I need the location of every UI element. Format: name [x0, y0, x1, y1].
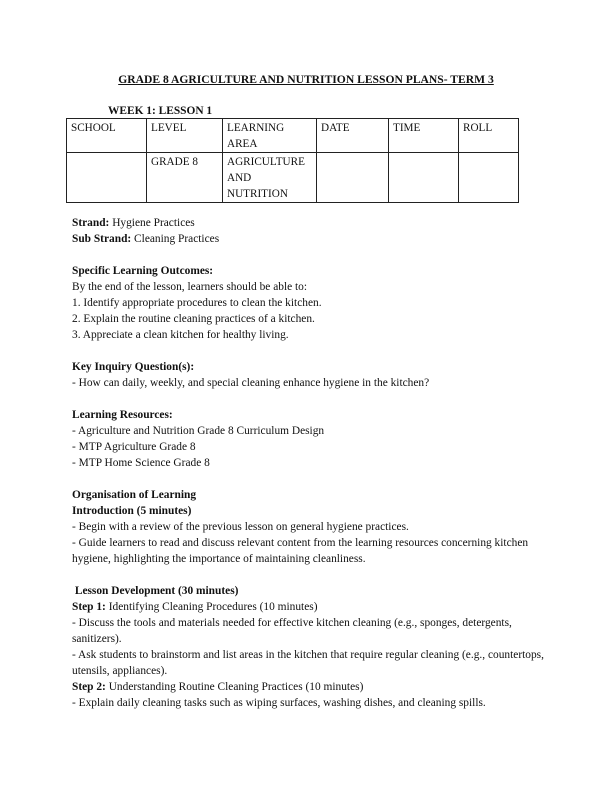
resource-item: - MTP Home Science Grade 8	[72, 457, 210, 469]
strand-value: Hygiene Practices	[109, 217, 195, 229]
lesson-body	[72, 215, 552, 711]
header-learning-area: LEARNING AREA	[223, 119, 317, 153]
organisation-heading: Organisation of Learning	[72, 489, 197, 501]
header-roll: ROLL	[459, 119, 519, 153]
step1-item: - Discuss the tools and materials needed for effective kitchen cleaning (e.g., sponges, detergents, sanitizers).	[72, 617, 512, 645]
sub-strand-label: Sub Strand:	[72, 233, 132, 245]
resource-item: - Agriculture and Nutrition Grade 8 Curriculum Design	[72, 425, 325, 437]
lesson-info-table	[66, 118, 519, 203]
introduction-item: - Begin with a review of the previous lesson on general hygiene practices.	[72, 521, 409, 533]
step2-value: Understanding Routine Cleaning Practices (10 minutes)	[105, 681, 364, 693]
outcome-item: 3. Appreciate a clean kitchen for healthy living.	[72, 329, 289, 341]
strand-line	[72, 215, 552, 231]
step2-item: - Explain daily cleaning tasks such as wiping surfaces, washing dishes, and cleaning spills.	[72, 697, 486, 709]
cell-school	[67, 153, 147, 203]
header-time: TIME	[389, 119, 459, 153]
cell-level: GRADE 8	[147, 153, 223, 203]
page-title: GRADE 8 AGRICULTURE AND NUTRITION LESSON PLANS- TERM 3	[118, 73, 494, 86]
sub-strand-value: Cleaning Practices	[131, 233, 220, 245]
step2-line	[72, 679, 552, 695]
inquiry-item: - How can daily, weekly, and special cleaning enhance hygiene in the kitchen?	[72, 377, 430, 389]
outcome-item: 1. Identify appropriate procedures to clean the kitchen.	[72, 297, 322, 309]
step1-value: Identifying Cleaning Procedures (10 minutes)	[105, 601, 318, 613]
header-level: LEVEL	[147, 119, 223, 153]
cell-time	[389, 153, 459, 203]
step1-item: - Ask students to brainstorm and list areas in the kitchen that require regular cleaning (e.g., countertops, utensils, appliances).	[72, 649, 544, 677]
outcome-item: 2. Explain the routine cleaning practices of a kitchen.	[72, 313, 315, 325]
header-school: SCHOOL	[67, 119, 147, 153]
resources-heading: Learning Resources:	[72, 409, 173, 421]
cell-learning-area: AGRICULTURE AND NUTRITION	[223, 153, 317, 203]
outcomes-heading: Specific Learning Outcomes:	[72, 265, 214, 277]
introduction-item: - Guide learners to read and discuss relevant content from the learning resources concerning kitchen hygiene, highlighting the importance of maintaining cleanliness.	[72, 537, 529, 565]
week-label: WEEK 1: LESSON 1	[108, 105, 213, 117]
introduction-heading: Introduction (5 minutes)	[72, 505, 192, 517]
step2-label: Step 2:	[72, 681, 106, 693]
inquiry-heading: Key Inquiry Question(s):	[72, 361, 195, 373]
strand-label: Strand:	[72, 217, 110, 229]
outcomes-intro: By the end of the lesson, learners should be able to:	[72, 281, 308, 293]
step1-label: Step 1:	[72, 601, 106, 613]
sub-strand-line	[72, 231, 552, 247]
cell-roll	[459, 153, 519, 203]
header-date: DATE	[317, 119, 389, 153]
step1-line	[72, 599, 552, 615]
resource-item: - MTP Agriculture Grade 8	[72, 441, 196, 453]
cell-date	[317, 153, 389, 203]
table-header-row	[67, 119, 519, 153]
development-heading: Lesson Development (30 minutes)	[72, 585, 239, 597]
table-row	[67, 153, 519, 203]
